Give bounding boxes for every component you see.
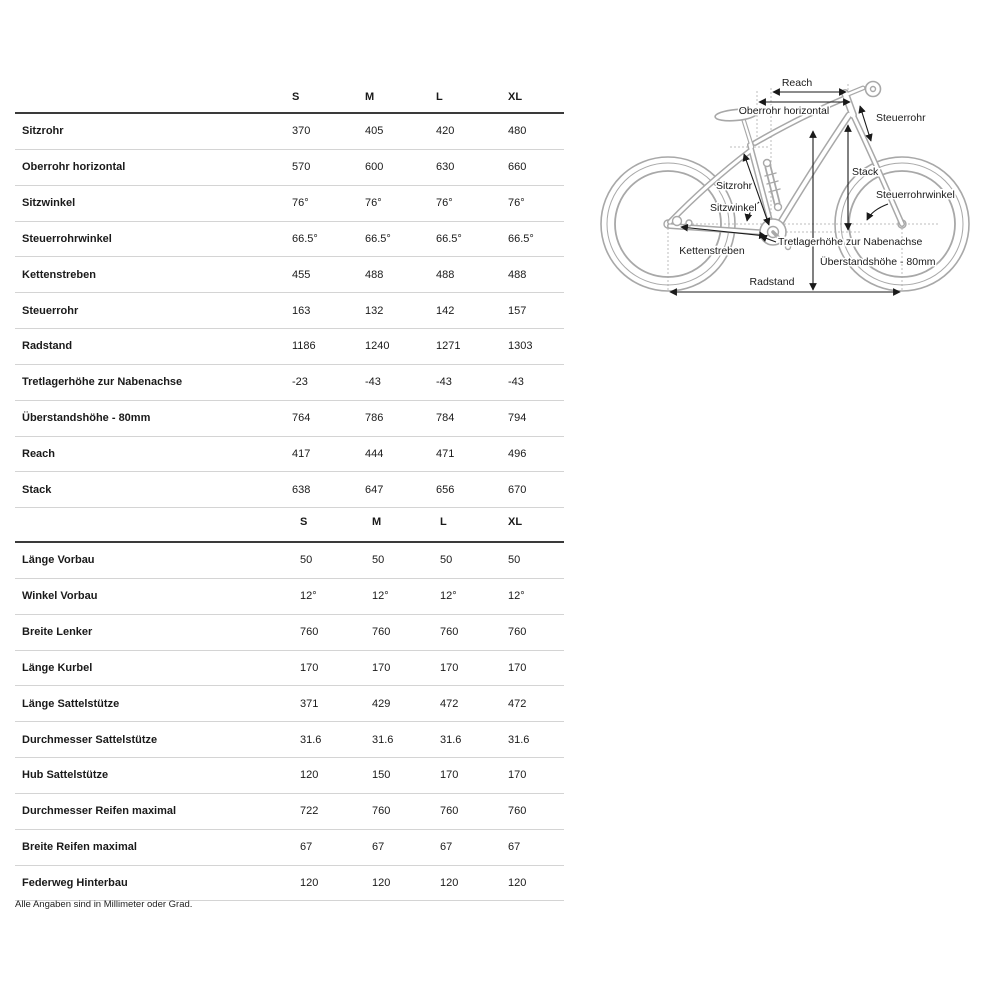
value-s: 67 — [300, 841, 313, 854]
table-row — [15, 794, 564, 830]
value-s: 66.5° — [292, 232, 318, 245]
row-label: Durchmesser Sattelstütze — [22, 733, 158, 746]
value-s: -23 — [292, 376, 308, 389]
value-m: 600 — [365, 161, 384, 174]
row-label: Durchmesser Reifen maximal — [22, 805, 177, 818]
diagram-labels — [679, 77, 954, 288]
table-row — [15, 579, 564, 615]
reach-label: Reach — [781, 77, 813, 89]
value-s: 31.6 — [300, 733, 322, 746]
value-l: 784 — [436, 412, 455, 425]
value-s: 120 — [300, 769, 319, 782]
value-xl: 794 — [508, 412, 527, 425]
value-xl: 12° — [508, 590, 525, 603]
value-l: 120 — [440, 877, 459, 890]
value-l: 760 — [440, 626, 459, 639]
row-label: Oberrohr horizontal — [22, 161, 126, 174]
value-s: 760 — [300, 626, 319, 639]
bike-geometry-diagram — [600, 55, 1000, 305]
value-s: 764 — [292, 412, 311, 425]
value-m: 132 — [365, 304, 384, 317]
row-label: Federweg Hinterbau — [22, 877, 128, 890]
row-label: Reach — [22, 448, 56, 461]
value-s: 170 — [300, 661, 319, 674]
value-l: 630 — [436, 161, 455, 174]
value-l: 170 — [440, 661, 459, 674]
value-xl: 76° — [508, 197, 525, 210]
head-angle-arc — [867, 204, 888, 220]
value-s: 455 — [292, 268, 311, 281]
value-m: 405 — [365, 125, 384, 138]
value-l: 488 — [436, 268, 455, 281]
column-header-xl: XL — [508, 91, 523, 103]
value-xl: 157 — [508, 304, 527, 317]
row-label: Radstand — [22, 340, 73, 353]
value-m: 647 — [365, 483, 384, 496]
value-l: 31.6 — [440, 733, 462, 746]
row-label: Länge Kurbel — [22, 661, 93, 674]
value-s: 120 — [300, 877, 319, 890]
value-l: -43 — [436, 376, 452, 389]
components-table — [15, 503, 564, 901]
value-l: 66.5° — [436, 232, 462, 245]
components-table-header — [15, 503, 564, 543]
chainstay-label: Kettenstreben — [679, 245, 745, 257]
value-s: 1186 — [292, 340, 316, 353]
table-row — [15, 686, 564, 722]
value-m: 1240 — [365, 340, 390, 353]
row-label: Länge Vorbau — [22, 554, 95, 567]
row-label: Hub Sattelstütze — [22, 769, 109, 782]
row-label: Tretlagerhöhe zur Nabenachse — [22, 376, 183, 389]
table-row — [15, 114, 564, 150]
value-xl: 170 — [508, 769, 527, 782]
value-xl: 1303 — [508, 340, 533, 353]
table-row — [15, 651, 564, 687]
value-l: 142 — [436, 304, 455, 317]
value-m: 76° — [365, 197, 382, 210]
value-s: 638 — [292, 483, 311, 496]
table-row — [15, 722, 564, 758]
value-m: 429 — [372, 697, 391, 710]
value-xl: 760 — [508, 626, 527, 639]
row-label: Stack — [22, 483, 52, 496]
column-header-l: L — [440, 516, 447, 528]
head-angle-label: Steuerrohrwinkel — [876, 189, 955, 201]
seat-angle-label: Sitzwinkel — [710, 202, 757, 214]
value-m: 66.5° — [365, 232, 391, 245]
value-s: 370 — [292, 125, 311, 138]
value-m: 170 — [372, 661, 391, 674]
value-m: 50 — [372, 554, 385, 567]
row-label: Kettenstreben — [22, 268, 96, 281]
row-label: Winkel Vorbau — [22, 590, 98, 603]
geometry-table — [15, 82, 564, 508]
value-m: 31.6 — [372, 733, 394, 746]
value-m: 760 — [372, 805, 391, 818]
table-row — [15, 758, 564, 794]
value-xl: 31.6 — [508, 733, 530, 746]
column-header-xl: XL — [508, 516, 523, 528]
value-s: 417 — [292, 448, 311, 461]
value-s: 12° — [300, 590, 317, 603]
row-label: Steuerrohrwinkel — [22, 232, 112, 245]
row-label: Steuerrohr — [22, 304, 79, 317]
bb-drop-label: Tretlagerhöhe zur Nabenachse — [778, 236, 923, 248]
value-xl: 120 — [508, 877, 527, 890]
table-row — [15, 150, 564, 186]
value-s: 50 — [300, 554, 313, 567]
value-xl: 50 — [508, 554, 521, 567]
standover-label: Überstandshöhe - 80mm — [820, 256, 936, 268]
row-label: Sitzwinkel — [22, 197, 76, 210]
value-xl: 67 — [508, 841, 521, 854]
value-s: 76° — [292, 197, 309, 210]
value-m: 444 — [365, 448, 384, 461]
column-header-m: M — [365, 91, 375, 103]
value-s: 722 — [300, 805, 319, 818]
table-row — [15, 543, 564, 579]
column-header-s: S — [300, 516, 308, 528]
value-s: 163 — [292, 304, 311, 317]
table-row — [15, 222, 564, 258]
value-m: 120 — [372, 877, 391, 890]
value-l: 1271 — [436, 340, 461, 353]
value-l: 656 — [436, 483, 455, 496]
value-l: 170 — [440, 769, 459, 782]
seattube-label: Sitzrohr — [716, 180, 753, 192]
table-row — [15, 401, 564, 437]
value-m: -43 — [365, 376, 381, 389]
value-s: 371 — [300, 697, 319, 710]
geometry-table-header — [15, 82, 564, 114]
value-l: 472 — [440, 697, 459, 710]
units-footnote: Alle Angaben sind in Millimeter oder Grad. — [15, 899, 193, 910]
value-xl: 670 — [508, 483, 527, 496]
table-row — [15, 615, 564, 651]
table-row — [15, 329, 564, 365]
value-l: 12° — [440, 590, 457, 603]
value-l: 50 — [440, 554, 453, 567]
table-row — [15, 866, 564, 902]
value-xl: 66.5° — [508, 232, 534, 245]
value-m: 760 — [372, 626, 391, 639]
value-m: 12° — [372, 590, 389, 603]
toptube-label: Oberrohr horizontal — [738, 105, 830, 117]
table-row — [15, 186, 564, 222]
value-l: 471 — [436, 448, 455, 461]
value-xl: 488 — [508, 268, 527, 281]
value-l: 760 — [440, 805, 459, 818]
value-xl: 170 — [508, 661, 527, 674]
table-row — [15, 830, 564, 866]
row-label: Überstandshöhe - 80mm — [22, 412, 151, 425]
column-header-m: M — [372, 516, 382, 528]
value-xl: 660 — [508, 161, 527, 174]
value-xl: 480 — [508, 125, 527, 138]
column-header-s: S — [292, 91, 300, 103]
value-m: 150 — [372, 769, 391, 782]
headtube-label: Steuerrohr — [876, 112, 926, 124]
value-xl: 472 — [508, 697, 527, 710]
value-l: 420 — [436, 125, 455, 138]
value-m: 786 — [365, 412, 384, 425]
value-s: 570 — [292, 161, 311, 174]
table-row — [15, 293, 564, 329]
table-row — [15, 437, 564, 473]
row-label: Breite Lenker — [22, 626, 93, 639]
stack-label: Stack — [852, 166, 879, 178]
row-label: Sitzrohr — [22, 125, 64, 138]
value-xl: -43 — [508, 376, 524, 389]
row-label: Breite Reifen maximal — [22, 841, 137, 854]
column-header-l: L — [436, 91, 443, 103]
row-label: Länge Sattelstütze — [22, 697, 120, 710]
table-row — [15, 365, 564, 401]
value-l: 76° — [436, 197, 453, 210]
table-row — [15, 257, 564, 293]
wheelbase-label: Radstand — [749, 276, 795, 288]
value-xl: 760 — [508, 805, 527, 818]
value-l: 67 — [440, 841, 453, 854]
value-m: 488 — [365, 268, 384, 281]
value-xl: 496 — [508, 448, 527, 461]
value-m: 67 — [372, 841, 385, 854]
